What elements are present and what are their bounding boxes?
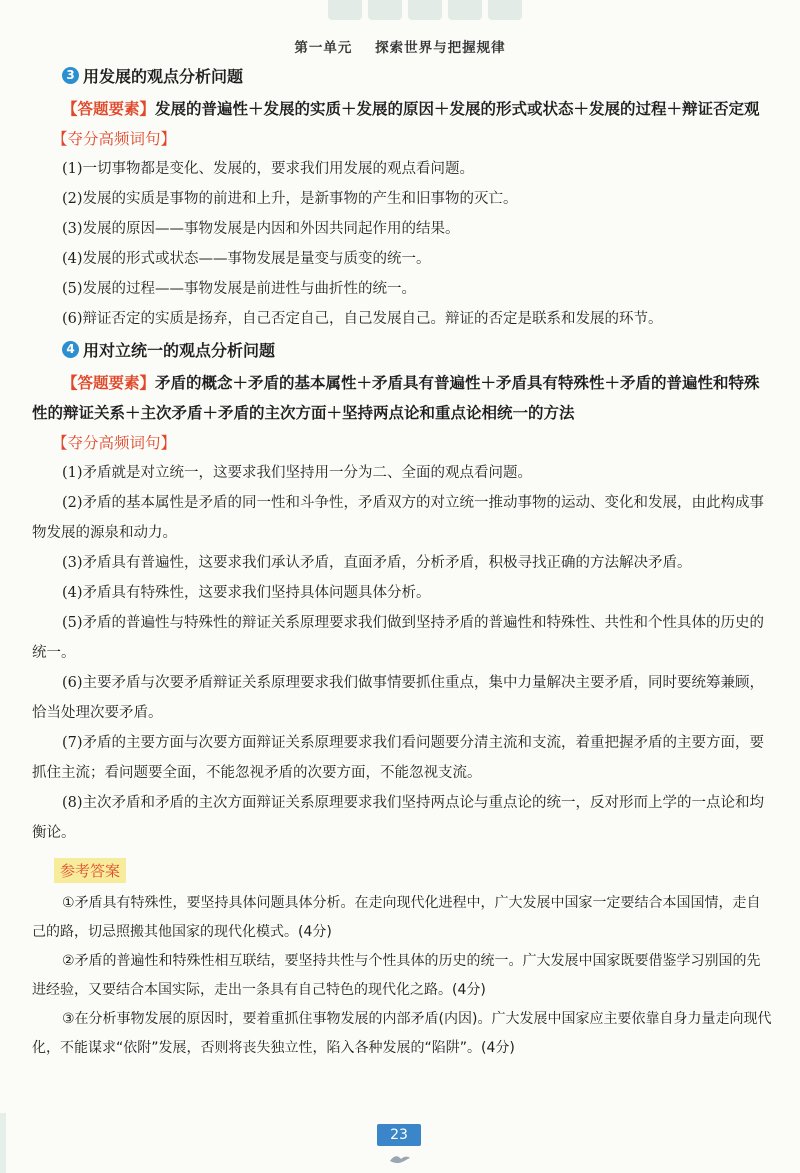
high-frequency-label: 【夺分高频词句】 (52, 434, 177, 452)
list-item: (6)辩证否定的实质是扬弃，自己否定自己，自己发展自己。辩证的否定是联系和发展的环节。 (62, 311, 663, 327)
list-item: (5)发展的过程——事物发展是前进性与曲折性的统一。 (62, 281, 417, 297)
list-item: (8)主次矛盾和矛盾的主次方面辩证关系原理要求我们坚持两点论与重点论的统一，反对形而上学的一点论和均衡论。 (32, 795, 765, 841)
answer-elements-text: 发展的普遍性＋发展的实质＋发展的原因＋发展的形式或状态＋发展的过程＋辩证否定观 (155, 100, 760, 118)
list-item: (1)一切事物都是变化、发展的，要求我们用发展的观点看问题。 (62, 161, 475, 177)
list-item: (1)矛盾就是对立统一，这要求我们坚持用一分为二、全面的观点看问题。 (62, 465, 533, 481)
list-item: (2)矛盾的基本属性是矛盾的同一性和斗争性，矛盾双方的对立统一推动事物的运动、变化和发展，由此构成事物发展的源泉和动力。 (32, 495, 765, 541)
list-item: (3)发展的原因——事物发展是内因和外因共同起作用的结果。 (62, 221, 460, 237)
reference-answer (32, 848, 772, 1063)
answer-item: ②矛盾的普遍性和特殊性相互联结，要坚持共性与个性具体的历史的统一。广大发展中国家既要借鉴学习别国的先进经验，又要结合本国实际，走出一条具有自己特色的现代化之路。(4分) (32, 953, 761, 998)
side-decoration (0, 1113, 6, 1173)
unit-title: 第一单元 探索世界与把握规律 (294, 40, 506, 56)
answer-item: ③在分析事物发展的原因时，要着重抓住事物发展的内部矛盾(内因)。广大发展中国家应主要依靠自身力量走向现代化，不能谋求“依附”发展，否则将丧失独立性，陷入各种发展的“陷阱”。(4分) (32, 1011, 772, 1056)
answer-elements-label: 【答题要素】 (62, 100, 156, 118)
header-decoration (300, 0, 550, 26)
bird-icon (388, 1152, 412, 1166)
page-content (32, 60, 772, 1063)
answer-elements-label: 【答题要素】 (62, 374, 156, 392)
high-frequency-label: 【夺分高频词句】 (52, 130, 177, 148)
list-item: (5)矛盾的普遍性与特殊性的辩证关系原理要求我们做到坚持矛盾的普遍性和特殊性、共性和个性具体的历史的统一。 (32, 615, 765, 661)
answer-elements-text: 矛盾的概念＋矛盾的基本属性＋矛盾具有普遍性＋矛盾具有特殊性＋矛盾的普遍性和特殊性的辩证关系＋主次矛盾＋矛盾的主次方面＋坚持两点论和重点论相统一的方法 (32, 374, 760, 422)
section-number-badge: 3 (62, 67, 79, 84)
reference-answer-label: 参考答案 (54, 858, 126, 883)
list-item: (4)矛盾具有特殊性，这要求我们坚持具体问题具体分析。 (62, 585, 431, 601)
section-unity-of-opposites (32, 338, 772, 848)
list-item: (3)矛盾具有普遍性，这要求我们承认矛盾，直面矛盾，分析矛盾，积极寻找正确的方法解决矛盾。 (62, 555, 692, 571)
list-item: (4)发展的形式或状态——事物发展是量变与质变的统一。 (62, 251, 431, 267)
answer-item: ①矛盾具有特殊性，要坚持具体问题具体分析。在走向现代化进程中，广大发展中国家一定要结合本国国情，走自己的路，切忌照搬其他国家的现代化模式。(4分) (32, 895, 761, 940)
section-number-badge: 4 (62, 341, 79, 358)
section-heading (62, 64, 772, 86)
answer-elements (32, 368, 772, 428)
list-item: (2)发展的实质是事物的前进和上升，是新事物的产生和旧事物的灭亡。 (62, 191, 518, 207)
section-development (32, 64, 772, 334)
page-number: 23 (377, 1124, 421, 1146)
section-title: 用发展的观点分析问题 (83, 66, 244, 86)
list-item: (6)主要矛盾与次要矛盾辩证关系原理要求我们做事情要抓住重点，集中力量解决主要矛盾，同时要统筹兼顾，恰当处理次要矛盾。 (32, 675, 765, 721)
section-heading (62, 338, 772, 360)
section-title: 用对立统一的观点分析问题 (83, 340, 276, 360)
answer-elements (32, 94, 772, 124)
list-item: (7)矛盾的主要方面与次要方面辩证关系原理要求我们看问题要分清主流和支流，着重把握矛盾的主要方面，要抓住主流；看问题要全面，不能忽视矛盾的次要方面，不能忽视支流。 (32, 735, 765, 781)
